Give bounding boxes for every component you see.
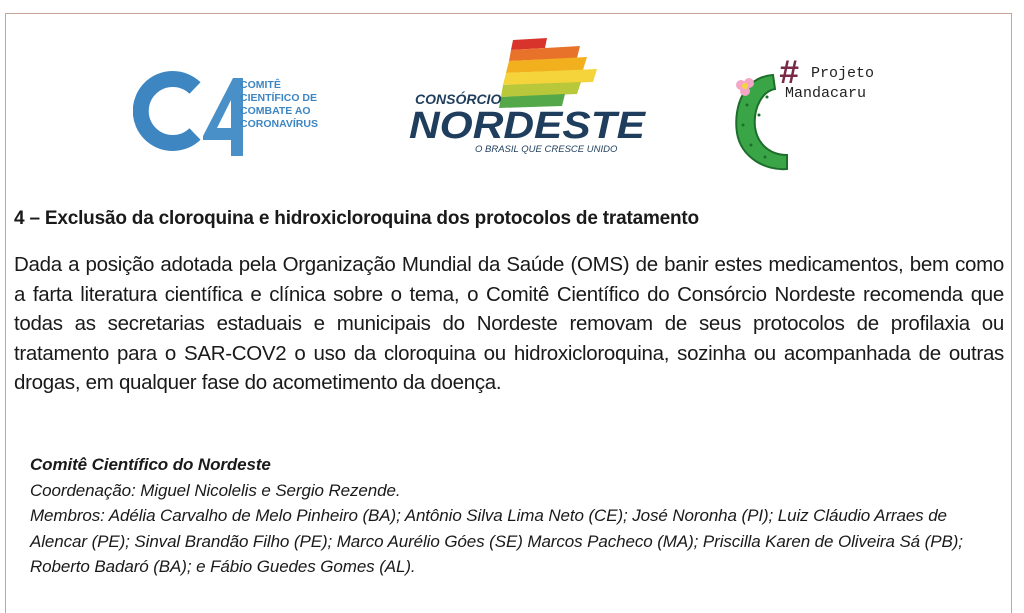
flag-stripes <box>499 38 597 108</box>
c4-line-1: COMITÊ <box>240 79 281 91</box>
coordination-line: Coordenação: Miguel Nicolelis e Sergio Rezende. <box>30 480 401 500</box>
consorcio-tagline: O BRASIL QUE CRESCE UNIDO <box>475 144 618 155</box>
mandacaru-line-2: Mandacaru <box>785 85 867 102</box>
committee-name: Comitê Científico do Nordeste <box>30 455 271 474</box>
projeto-mandacaru-logo <box>725 45 895 175</box>
section-heading: 4 – Exclusão da cloroquina e hidroxicloroquina dos protocolos de tratamento <box>14 208 699 229</box>
c4-line-4: CORONAVÍRUS <box>240 118 318 130</box>
c4-committee-logo <box>133 66 333 161</box>
signature-block <box>30 452 990 580</box>
nordeste-wordmark: NORDESTE <box>409 105 647 147</box>
virus-icon <box>161 99 185 123</box>
c4-line-2: CIENTÍFICO DE <box>240 92 318 104</box>
c4-line-3: COMBATE AO <box>240 105 311 117</box>
mandacaru-line-1: Projeto <box>811 65 875 82</box>
hashtag-icon: # <box>779 56 800 94</box>
c4-mark <box>141 78 243 156</box>
consorcio-label: CONSÓRCIO <box>415 91 502 107</box>
body-paragraph: Dada a posição adotada pela Organização Mundial da Saúde (OMS) de banir estes medicamentos, bem como a farta literatura científica e clínica sobre o tema, o Comitê Científico do Consórcio Nordeste recomenda que todas as secretarias estaduais e municipais do Nordeste removam de seus protocolos de profilaxia ou tratamento para o SAR-COV2 o uso da cloroquina ou hidroxicloroquina, sozinha ou acompanhada de outras drogas, em qualquer fase do acometimento da doença. <box>14 253 1004 394</box>
members-list: Membros: Adélia Carvalho de Melo Pinheiro (BA); Antônio Silva Lima Neto (CE); José Noronha (PI); Luiz Cláudio Arraes de Alencar (PE); Sinval Brandão Filho (PE); Marco Aurélio Góes (SE) Marcos Pacheco (MA); Priscilla Karen de Oliveira Sá (PB); Roberto Badaró (BA); e Fábio Guedes Gomes (AL). <box>30 506 963 576</box>
consorcio-nordeste-logo <box>405 36 650 156</box>
